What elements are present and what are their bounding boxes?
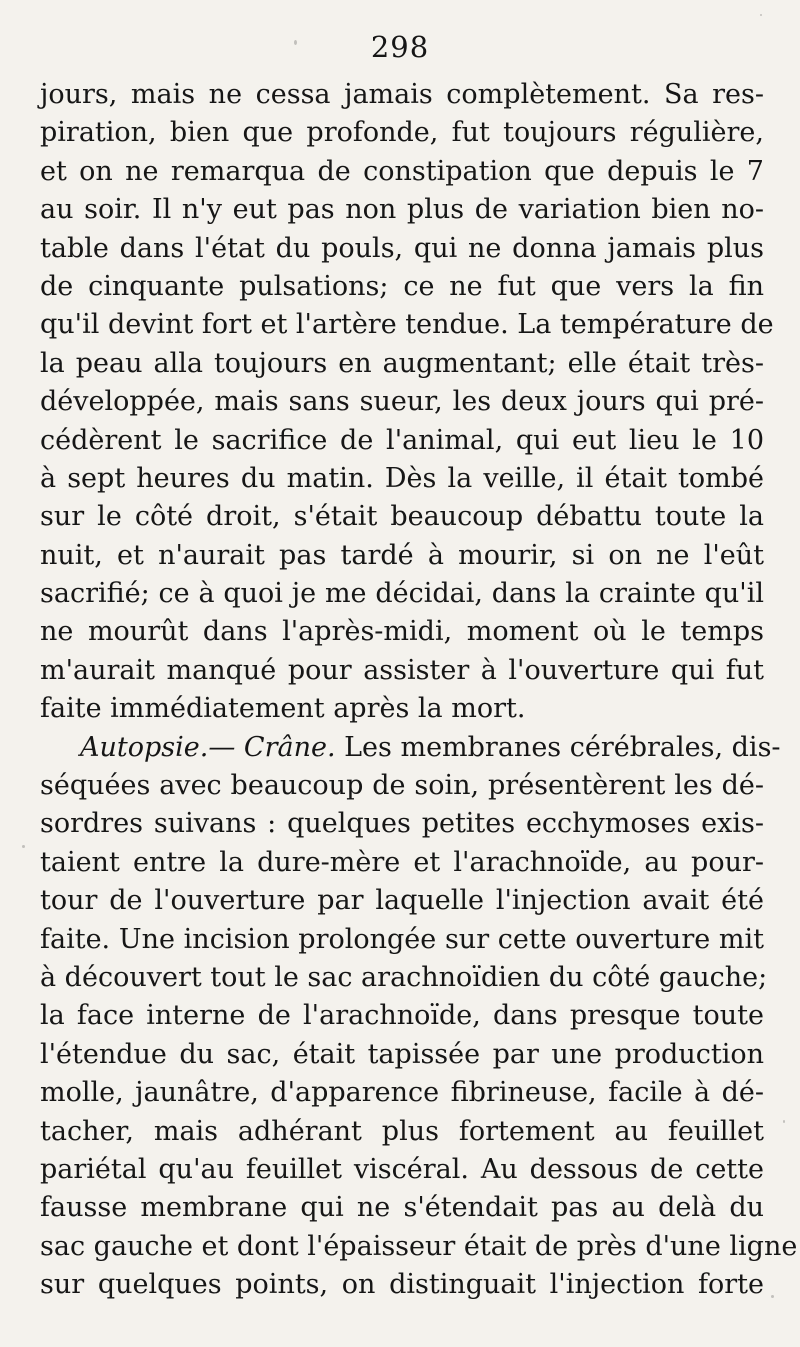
body-text bbox=[40, 76, 798, 1305]
text-line: piration, bien que profonde, fut toujours régulière, bbox=[40, 117, 764, 149]
text-line: pariétal qu'au feuillet viscéral. Au dessous de cette bbox=[40, 1153, 764, 1185]
text-line: qu'il devint fort et l'artère tendue. La température de bbox=[40, 309, 774, 341]
text-line: sur le côté droit, s'était beaucoup débattu toute la bbox=[40, 501, 764, 533]
text-line: sac gauche et dont l'épaisseur était de près d'une ligne bbox=[40, 1230, 798, 1262]
text-line: de cinquante pulsations; ce ne fut que vers la fin bbox=[40, 270, 764, 302]
paragraph-end-line: faite immédiatement après la mort. bbox=[40, 693, 526, 725]
speck-mark bbox=[22, 845, 25, 848]
text-line: jours, mais ne cessa jamais complètement. Sa res- bbox=[40, 79, 764, 110]
text-line: développée, mais sans sueur, les deux jours qui pré- bbox=[40, 386, 764, 418]
text-line: table dans l'état du pouls, qui ne donna jamais plus bbox=[40, 232, 764, 264]
page-number: 298 bbox=[370, 30, 430, 64]
speck-mark bbox=[760, 14, 762, 16]
text-line: nuit, et n'aurait pas tardé à mourir, si on ne l'eût bbox=[40, 539, 764, 571]
text-line: sacrifié; ce à quoi je me décidai, dans la crainte qu'il bbox=[40, 578, 764, 610]
text-line: séquées avec beaucoup de soin, présentèrent les dé- bbox=[40, 770, 764, 802]
text-line: ne mourût dans l'après-midi, moment où le temps bbox=[40, 616, 764, 648]
autopsy-first-line bbox=[40, 729, 781, 767]
text-line: m'aurait manqué pour assister à l'ouverture qui fut bbox=[40, 654, 764, 686]
text-line: tacher, mais adhérant plus fortement au feuillet bbox=[40, 1115, 764, 1147]
speck-mark bbox=[783, 1120, 785, 1123]
text-line: au soir. Il n'y eut pas non plus de variation bien no- bbox=[40, 194, 764, 226]
text-line: sordres suivans : quelques petites ecchymoses exis- bbox=[40, 808, 764, 840]
autopsy-heading: Autopsie.— Crâne. bbox=[80, 731, 336, 763]
text-line: faite. Une incision prolongée sur cette ouverture mit bbox=[40, 923, 764, 955]
text-line: l'étendue du sac, était tapissée par une production bbox=[40, 1038, 764, 1070]
text-line: fausse membrane qui ne s'étendait pas au delà du bbox=[40, 1192, 764, 1224]
autopsy-first-line-text: Les membranes cérébrales, dis- bbox=[335, 731, 781, 763]
text-line: et on ne remarqua de constipation que depuis le 7 bbox=[40, 155, 764, 187]
text-line: cédèrent le sacrifice de l'animal, qui eut lieu le 10 bbox=[40, 424, 764, 456]
text-line: à découvert tout le sac arachnoïdien du côté gauche; bbox=[40, 961, 768, 993]
text-line: tour de l'ouverture par laquelle l'injection avait été bbox=[40, 885, 764, 917]
text-line: molle, jaunâtre, d'apparence fibrineuse, facile à dé- bbox=[40, 1077, 764, 1109]
text-line: la peau alla toujours en augmentant; elle était très- bbox=[40, 347, 764, 379]
text-line: sur quelques points, on distinguait l'injection forte bbox=[40, 1269, 764, 1301]
text-line: à sept heures du matin. Dès la veille, il était tombé bbox=[40, 462, 764, 494]
speck-mark bbox=[771, 1295, 774, 1298]
speck-mark bbox=[294, 40, 297, 45]
text-line: taient entre la dure-mère et l'arachnoïde, au pour- bbox=[40, 846, 764, 878]
text-line: la face interne de l'arachnoïde, dans presque toute bbox=[40, 1000, 764, 1032]
